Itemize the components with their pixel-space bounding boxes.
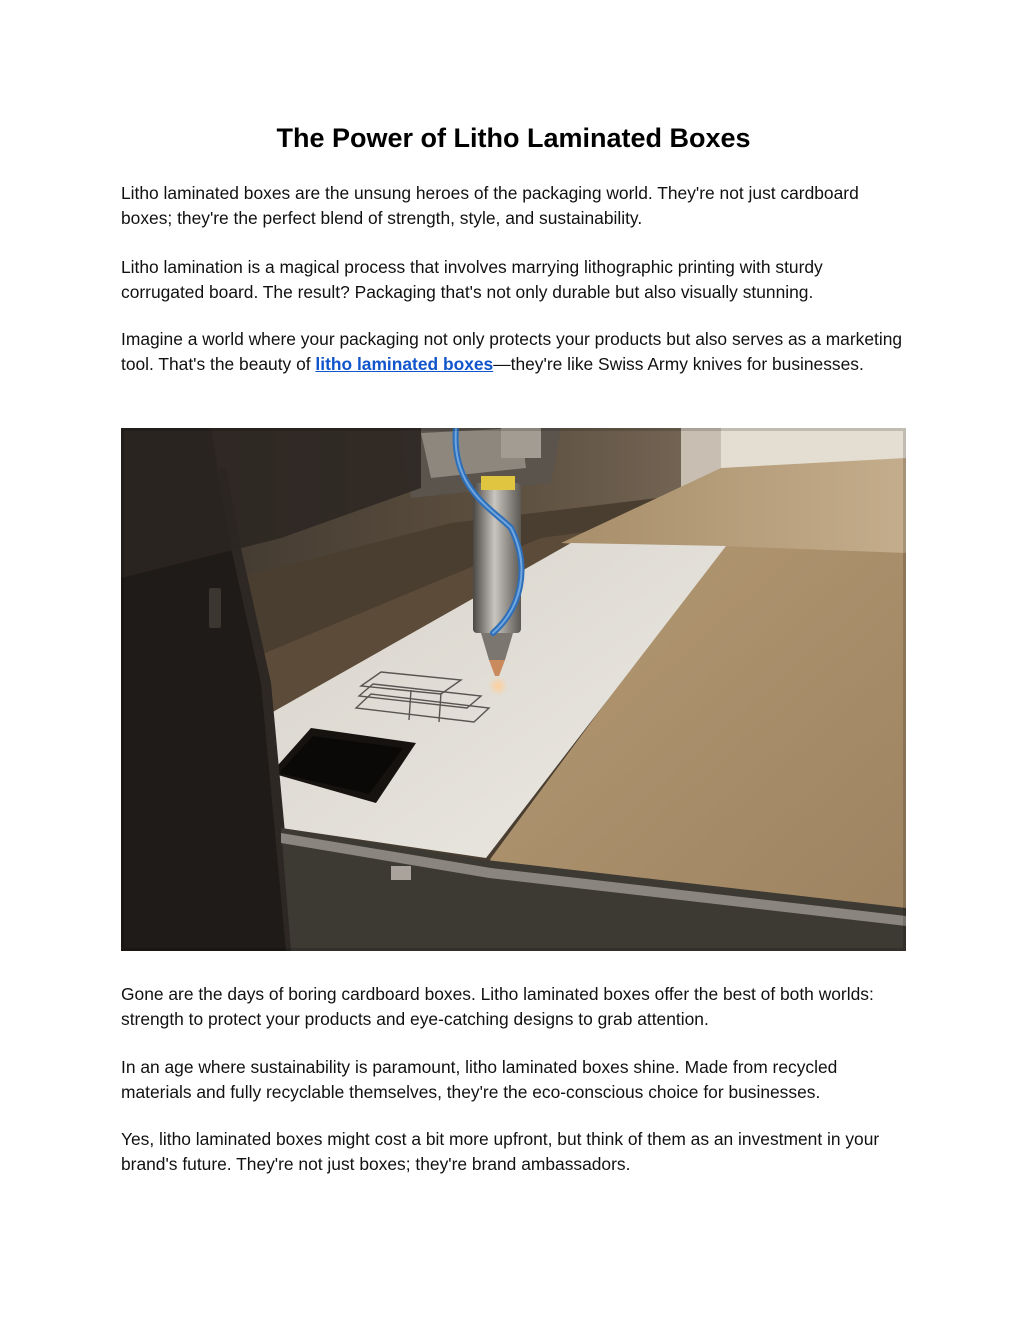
litho-laminated-boxes-link[interactable]: litho laminated boxes [315, 353, 494, 374]
laser-cutter-photo [121, 428, 906, 951]
paragraph-marketing-after: —they're like Swiss Army knives for businesses. [493, 353, 864, 374]
paragraph-benefits: Gone are the days of boring cardboard boxes. Litho laminated boxes offer the best of both worlds: strength to protect your products and eye-catching designs to grab attention. [121, 984, 874, 1029]
paragraph-sustainability: In an age where sustainability is paramount, litho laminated boxes shine. Made from recycled materials and fully recyclable themselves, they're the eco-conscious choice for businesses. [121, 1057, 838, 1102]
paragraph-process: Litho lamination is a magical process that involves marrying lithographic printing with sturdy corrugated board. The result? Packaging that's not only durable but also visually stunning. [121, 257, 823, 302]
paragraph-intro: Litho laminated boxes are the unsung heroes of the packaging world. They're not just cardboard boxes; they're the perfect blend of strength, style, and sustainability. [121, 183, 859, 228]
paragraph-marketing-before: Imagine a world where your packaging not only protects your products but also serves as a marketing tool. That's the beauty of [121, 329, 903, 374]
page-title: The Power of Litho Laminated Boxes [276, 123, 751, 153]
paragraph-investment: Yes, litho laminated boxes might cost a bit more upfront, but think of them as an investment in your brand's future. They're not just boxes; they're brand ambassadors. [121, 1129, 880, 1174]
paragraph-marketing [121, 327, 906, 376]
